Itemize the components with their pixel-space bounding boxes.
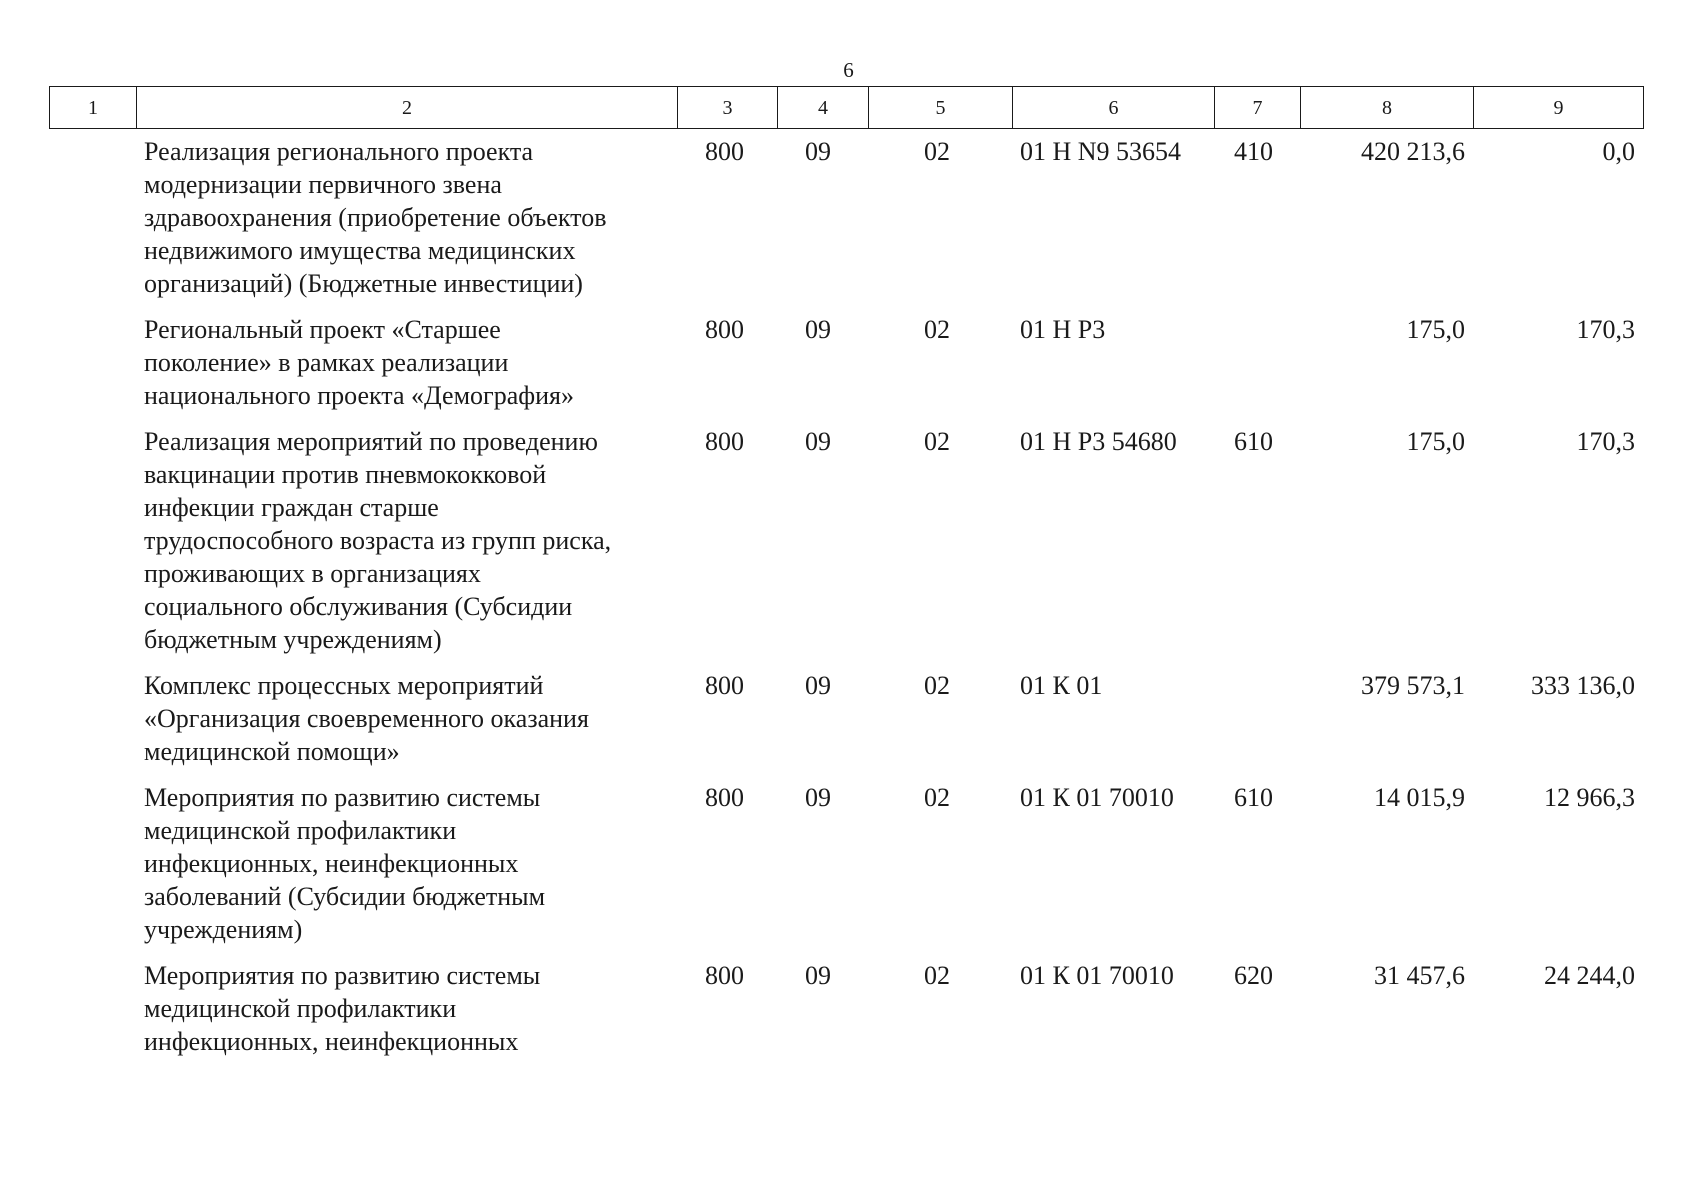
expense-name-line: недвижимого имущества медицинских bbox=[144, 236, 576, 265]
subsection-cell: 02 bbox=[924, 671, 950, 700]
expense-name-line: инфекционных, неинфекционных bbox=[144, 1027, 519, 1056]
row-number-cell bbox=[49, 669, 136, 768]
amount-fact-cell: 170,3 bbox=[1576, 427, 1635, 456]
subsection-cell: 02 bbox=[924, 427, 950, 456]
table-row bbox=[49, 781, 1643, 946]
header-cell: 2 bbox=[137, 87, 678, 129]
expense-name-line: «Организация своевременного оказания bbox=[144, 704, 589, 733]
header-cell: 8 bbox=[1301, 87, 1474, 129]
header-cell: 5 bbox=[869, 87, 1013, 129]
expense-name-cell bbox=[136, 669, 677, 768]
expense-type-cell bbox=[1214, 669, 1300, 768]
page-number: 6 bbox=[843, 58, 854, 82]
expense-name-cell bbox=[136, 425, 677, 656]
row-number-cell bbox=[49, 781, 136, 946]
amount-fact-cell: 333 136,0 bbox=[1531, 671, 1635, 700]
table-row bbox=[49, 425, 1643, 656]
expense-name-line: Комплекс процессных мероприятий bbox=[144, 671, 544, 700]
section-cell: 09 bbox=[805, 671, 831, 700]
expense-name-line: учреждениям) bbox=[144, 915, 303, 944]
header-cell: 4 bbox=[778, 87, 869, 129]
section-cell: 09 bbox=[805, 427, 831, 456]
table-row bbox=[49, 959, 1643, 1058]
expense-name-line: Реализация мероприятий по проведению bbox=[144, 427, 598, 456]
amount-plan-cell: 379 573,1 bbox=[1361, 671, 1465, 700]
target-article-cell: 01 Н Р3 54680 bbox=[1020, 427, 1177, 456]
expense-name-line: организаций) (Бюджетные инвестиции) bbox=[144, 269, 583, 298]
expense-name-line: Мероприятия по развитию системы bbox=[144, 961, 541, 990]
header-cell: 9 bbox=[1474, 87, 1644, 129]
budget-table-body bbox=[49, 135, 1643, 1058]
expense-name-line: проживающих в организациях bbox=[144, 559, 481, 588]
amount-plan-cell: 420 213,6 bbox=[1361, 137, 1465, 166]
expense-name-line: Реализация регионального проекта bbox=[144, 137, 534, 166]
target-article-cell: 01 Н Р3 bbox=[1020, 315, 1106, 344]
expense-name-line: национального проекта «Демография» bbox=[144, 381, 574, 410]
amount-fact-cell: 24 244,0 bbox=[1544, 961, 1635, 990]
row-number-cell bbox=[49, 135, 136, 300]
expense-name-cell bbox=[136, 959, 677, 1058]
header-cell: 1 bbox=[50, 87, 137, 129]
expense-name-line: инфекционных, неинфекционных bbox=[144, 849, 519, 878]
header-cell: 6 bbox=[1013, 87, 1215, 129]
expense-name-line: трудоспособного возраста из групп риска, bbox=[144, 526, 612, 555]
row-number-cell bbox=[49, 425, 136, 656]
subsection-cell: 02 bbox=[924, 783, 950, 812]
expense-name-line: заболеваний (Субсидии бюджетным bbox=[144, 882, 546, 911]
expense-type-cell: 610 bbox=[1234, 783, 1273, 812]
expense-name-line: медицинской профилактики bbox=[144, 994, 457, 1023]
target-article-cell: 01 Н N9 53654 bbox=[1020, 137, 1182, 166]
subsection-cell: 02 bbox=[924, 137, 950, 166]
ministry-code-cell: 800 bbox=[705, 427, 744, 456]
amount-plan-cell: 14 015,9 bbox=[1374, 783, 1465, 812]
subsection-cell: 02 bbox=[924, 961, 950, 990]
target-article-cell: 01 К 01 bbox=[1020, 671, 1103, 700]
expense-name-line: бюджетным учреждениям) bbox=[144, 625, 442, 654]
column-number-header bbox=[49, 86, 1644, 129]
expense-name-line: Мероприятия по развитию системы bbox=[144, 783, 541, 812]
ministry-code-cell: 800 bbox=[705, 315, 744, 344]
expense-name-cell bbox=[136, 313, 677, 412]
row-number-cell bbox=[49, 959, 136, 1058]
expense-name-line: медицинской помощи» bbox=[144, 737, 400, 766]
amount-plan-cell: 31 457,6 bbox=[1374, 961, 1465, 990]
expense-name-line: вакцинации против пневмококковой bbox=[144, 460, 547, 489]
amount-fact-cell: 12 966,3 bbox=[1544, 783, 1635, 812]
ministry-code-cell: 800 bbox=[705, 671, 744, 700]
amount-plan-cell: 175,0 bbox=[1406, 427, 1465, 456]
header-cell: 7 bbox=[1215, 87, 1301, 129]
ministry-code-cell: 800 bbox=[705, 783, 744, 812]
expense-name-line: модернизации первичного звена bbox=[144, 170, 502, 199]
section-cell: 09 bbox=[805, 315, 831, 344]
expense-type-cell: 620 bbox=[1234, 961, 1273, 990]
expense-type-cell: 610 bbox=[1234, 427, 1273, 456]
expense-name-line: социального обслуживания (Субсидии bbox=[144, 592, 573, 621]
section-cell: 09 bbox=[805, 961, 831, 990]
expense-name-cell bbox=[136, 781, 677, 946]
section-cell: 09 bbox=[805, 783, 831, 812]
table-row bbox=[49, 669, 1643, 768]
table-row bbox=[49, 135, 1643, 300]
subsection-cell: 02 bbox=[924, 315, 950, 344]
expense-name-line: медицинской профилактики bbox=[144, 816, 457, 845]
table-row bbox=[49, 313, 1643, 412]
header-row bbox=[50, 87, 1644, 129]
amount-fact-cell: 0,0 bbox=[1602, 137, 1635, 166]
section-cell: 09 bbox=[805, 137, 831, 166]
ministry-code-cell: 800 bbox=[705, 961, 744, 990]
expense-name-line: поколение» в рамках реализации bbox=[144, 348, 509, 377]
target-article-cell: 01 К 01 70010 bbox=[1020, 961, 1174, 990]
expense-type-cell: 410 bbox=[1234, 137, 1273, 166]
row-number-cell bbox=[49, 313, 136, 412]
amount-plan-cell: 175,0 bbox=[1406, 315, 1465, 344]
ministry-code-cell: 800 bbox=[705, 137, 744, 166]
amount-fact-cell: 170,3 bbox=[1576, 315, 1635, 344]
expense-name-cell bbox=[136, 135, 677, 300]
expense-type-cell bbox=[1214, 313, 1300, 412]
expense-name-line: инфекции граждан старше bbox=[144, 493, 439, 522]
header-cell: 3 bbox=[678, 87, 778, 129]
expense-name-line: Региональный проект «Старшее bbox=[144, 315, 501, 344]
target-article-cell: 01 К 01 70010 bbox=[1020, 783, 1174, 812]
expense-name-line: здравоохранения (приобретение объектов bbox=[144, 203, 607, 232]
